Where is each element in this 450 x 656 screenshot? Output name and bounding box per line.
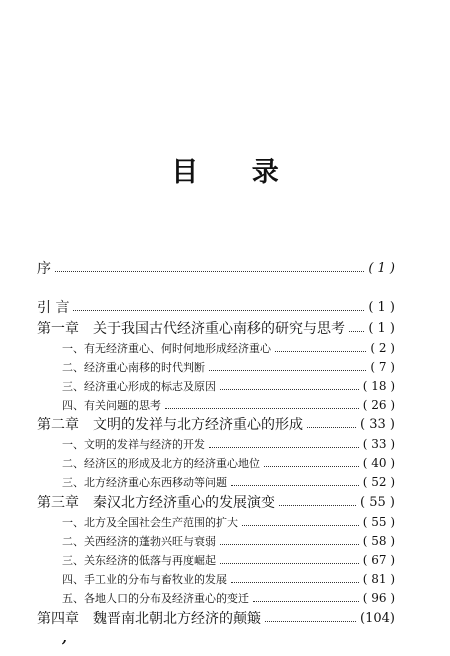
toc-entry-label: 四、手工业的分布与畜牧业的发展 (62, 573, 227, 586)
toc-entry[interactable] (0, 472, 450, 492)
leader-dots (55, 271, 364, 272)
leader-dots (209, 370, 366, 371)
toc-entry-page: (104) (360, 610, 395, 626)
toc-entry-label: 一、文明的发祥与经济的开发 (62, 438, 205, 451)
leader-dots (242, 525, 359, 526)
toc-entry-label: 第二章 文明的发祥与北方经济重心的形成 (37, 417, 303, 433)
toc-entry-page: ( 67 ) (362, 553, 395, 567)
toc-entry-label: 三、北方经济重心东西移动等问题 (62, 476, 227, 489)
toc-entry-page: ( 1 ) (368, 320, 395, 336)
toc-entry-page: ( 1 ) (368, 299, 395, 315)
toc-entry[interactable] (0, 395, 450, 415)
leader-dots (231, 485, 359, 486)
leader-dots (253, 601, 359, 602)
toc-entry[interactable] (0, 434, 450, 454)
leader-dots (349, 331, 364, 332)
toc-entry[interactable] (0, 414, 450, 434)
toc-entry-label: 第四章 魏晋南北朝北方经济的颠簸 (37, 611, 261, 627)
toc-entry-label: 三、关东经济的低落与再度崛起 (62, 554, 216, 567)
toc-entry[interactable] (0, 550, 450, 570)
toc-entry-page: ( 33 ) (362, 437, 395, 451)
toc-entry[interactable] (0, 376, 450, 396)
toc-entry[interactable] (0, 338, 450, 358)
leader-dots (231, 582, 359, 583)
toc-entry-label: 一、有无经济重心、何时何地形成经济重心 (62, 342, 271, 355)
toc-entry[interactable] (0, 297, 450, 317)
toc-entry[interactable] (0, 512, 450, 532)
toc-entry[interactable] (0, 318, 450, 338)
toc-entry-label: 二、经济重心南移的时代判断 (62, 361, 205, 374)
page-mark: , (62, 630, 67, 646)
toc-entry-label: 一、北方及全国社会生产范围的扩大 (62, 516, 238, 529)
toc-entry-page: ( 52 ) (362, 475, 395, 489)
toc-entry-label: 三、经济重心形成的标志及原因 (62, 380, 216, 393)
toc-entry[interactable] (0, 492, 450, 512)
leader-dots (73, 310, 364, 311)
toc-entry-label: 二、关西经济的蓬勃兴旺与衰弱 (62, 535, 216, 548)
toc-entry[interactable] (0, 531, 450, 551)
toc-entry-preface[interactable] (0, 258, 450, 278)
toc-entry-page: ( 7 ) (370, 360, 395, 374)
toc-entry[interactable] (0, 588, 450, 608)
toc-entry-page: ( 55 ) (362, 515, 395, 529)
leader-dots (220, 563, 359, 564)
leader-dots (209, 447, 359, 448)
toc-entry-page: ( 18 ) (362, 379, 395, 393)
leader-dots (275, 351, 366, 352)
page-title: 目 录 (171, 157, 301, 188)
toc-entry-label: 序 (37, 261, 51, 277)
toc-entry-label: 四、有关问题的思考 (62, 399, 161, 412)
leader-dots (264, 466, 359, 467)
toc-entry[interactable] (0, 569, 450, 589)
leader-dots (307, 427, 356, 428)
toc-entry-label: 第三章 秦汉北方经济重心的发展演变 (37, 495, 275, 511)
toc-entry-label: 二、经济区的形成及北方的经济重心地位 (62, 457, 260, 470)
toc-entry-label: 五、各地人口的分布及经济重心的变迁 (62, 592, 249, 605)
toc-entry-page: ( 55 ) (360, 494, 395, 510)
toc-entry-label: 第一章 关于我国古代经济重心南移的研究与思考 (37, 321, 345, 337)
toc-entry-page: ( 2 ) (370, 341, 395, 355)
leader-dots (279, 505, 356, 506)
leader-dots (165, 408, 359, 409)
toc-entry-page: ( 58 ) (362, 534, 395, 548)
toc-entry[interactable] (0, 453, 450, 473)
toc-entry[interactable] (0, 608, 450, 628)
leader-dots (220, 389, 359, 390)
toc-entry[interactable] (0, 357, 450, 377)
toc-entry-page: ( 81 ) (362, 572, 395, 586)
toc-entry-page: ( 26 ) (362, 398, 395, 412)
toc-entry-label: 引 言 (37, 300, 70, 316)
toc-entry-page: ( 33 ) (360, 416, 395, 432)
toc-entry-page: ( 1 ) (368, 260, 395, 276)
leader-dots (265, 621, 356, 622)
toc-entry-page: ( 40 ) (362, 456, 395, 470)
leader-dots (220, 544, 359, 545)
toc-entry-page: ( 96 ) (362, 591, 395, 605)
